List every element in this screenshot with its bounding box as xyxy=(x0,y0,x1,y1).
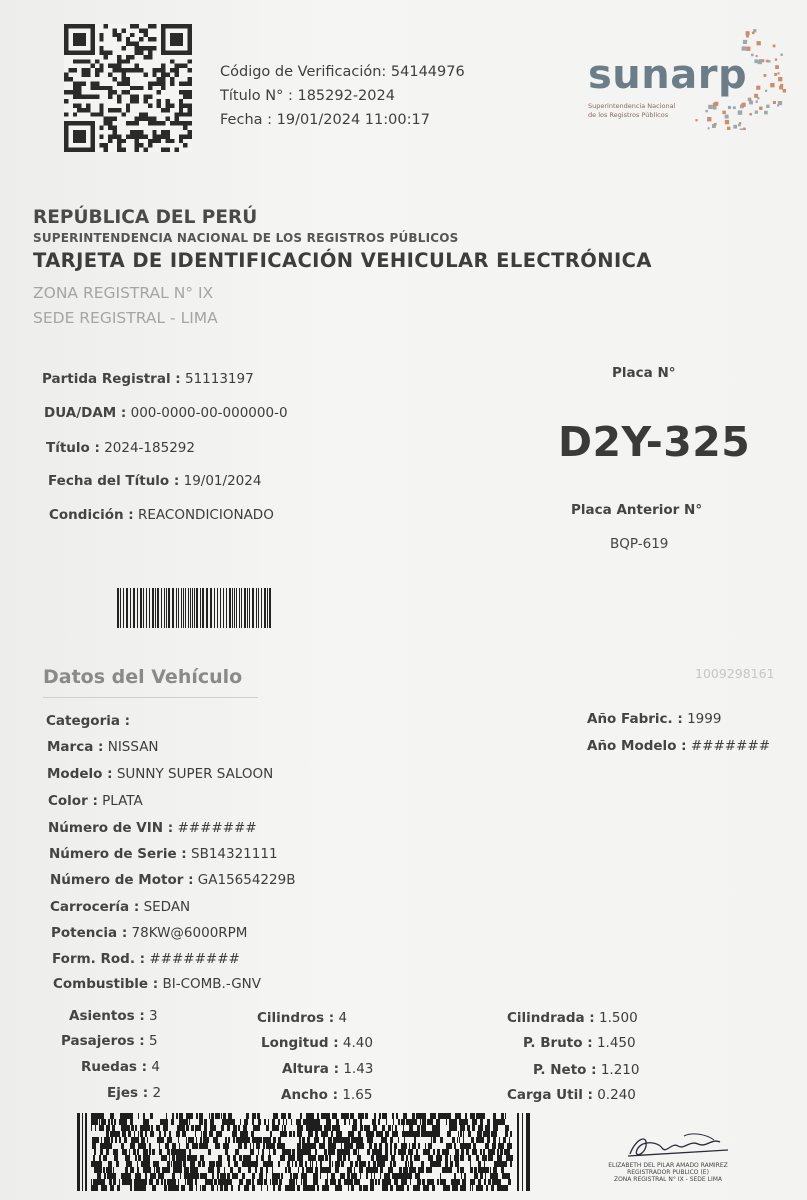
ruedas-value: 4 xyxy=(151,1059,160,1075)
pasajeros-value: 5 xyxy=(148,1033,158,1049)
pbruto-label: P. Bruto : xyxy=(523,1035,593,1051)
potencia-label: Potencia : xyxy=(51,925,128,941)
modelo-field xyxy=(47,766,273,782)
carroceria-label: Carrocería : xyxy=(50,899,140,915)
marca-label: Marca : xyxy=(47,739,104,755)
titulo-field xyxy=(46,440,195,456)
ruedas-label: Ruedas : xyxy=(81,1059,148,1075)
carga-value: 0.240 xyxy=(597,1087,636,1103)
carroceria-field xyxy=(50,899,190,915)
condicion-value: REACONDICIONADO xyxy=(138,507,274,523)
serie-label: Número de Serie : xyxy=(49,846,187,862)
logo-wordmark: sunarp xyxy=(588,52,748,98)
signature-icon xyxy=(588,1128,748,1164)
pneto-value: 1.210 xyxy=(600,1062,640,1078)
pasajeros-field xyxy=(61,1033,158,1049)
modelo-value: SUNNY SUPER SALOON xyxy=(116,766,274,782)
longitud-value: 4.40 xyxy=(342,1035,373,1051)
partida-value: 51113197 xyxy=(184,371,254,387)
combustible-value: BI-COMB.-GNV xyxy=(162,976,262,992)
cilindros-label: Cilindros : xyxy=(257,1010,335,1026)
partida-field xyxy=(42,371,254,387)
ejes-field xyxy=(107,1085,161,1101)
condicion-label: Condición : xyxy=(49,507,134,523)
ancho-value: 1.65 xyxy=(342,1087,373,1103)
motor-field xyxy=(50,872,295,888)
altura-value: 1.43 xyxy=(343,1061,374,1077)
vin-field xyxy=(48,820,257,836)
categoria-label: Categoria : xyxy=(46,713,131,729)
motor-value: GA15654229B xyxy=(197,872,296,888)
document-serial: 1009298161 xyxy=(695,666,775,681)
fecha-titulo-value: 19/01/2024 xyxy=(183,473,262,489)
pneto-label: P. Neto : xyxy=(533,1062,597,1078)
dua-value: 000-0000-00-000000-0 xyxy=(130,405,288,421)
fecha-titulo-label: Fecha del Título : xyxy=(48,473,180,489)
verification-code: Código de Verificación: 54144976 xyxy=(220,64,465,80)
anio-fabric-value: 1999 xyxy=(687,711,722,727)
altura-label: Altura : xyxy=(282,1061,340,1077)
verification-block xyxy=(220,60,465,132)
condicion-field xyxy=(49,507,274,523)
pasajeros-label: Pasajeros : xyxy=(61,1033,145,1049)
anio-modelo-value: ####### xyxy=(690,738,771,754)
card-title: TARJETA DE IDENTIFICACIÓN VEHICULAR ELECTRÓNICA xyxy=(33,249,652,272)
sunarp-logo xyxy=(582,10,794,130)
combustible-field xyxy=(53,976,261,992)
anio-modelo-label: Año Modelo : xyxy=(587,738,687,754)
ejes-value: 2 xyxy=(152,1085,162,1101)
modelo-label: Modelo : xyxy=(47,766,113,782)
plate-label: Placa N° xyxy=(612,365,676,381)
longitud-field xyxy=(261,1035,373,1051)
logo-subtitle-line1: Superintendencia Nacional xyxy=(588,102,676,110)
ancho-field xyxy=(281,1087,372,1103)
fecha-titulo-field xyxy=(48,473,261,489)
potencia-field xyxy=(51,925,247,941)
office-title: SEDE REGISTRAL - LIMA xyxy=(33,309,218,327)
plate-number: D2Y-325 xyxy=(558,418,751,466)
ruedas-field xyxy=(81,1059,160,1075)
color-field xyxy=(48,793,143,809)
motor-label: Número de Motor : xyxy=(50,872,194,888)
signature-caption xyxy=(588,1162,748,1183)
vin-label: Número de VIN : xyxy=(48,820,174,836)
altura-field xyxy=(282,1061,373,1077)
formrod-label: Form. Rod. : xyxy=(52,951,146,967)
formrod-value: ######## xyxy=(149,951,240,967)
categoria-field xyxy=(46,713,130,729)
carga-field xyxy=(507,1087,636,1103)
republic-title: REPÚBLICA DEL PERÚ xyxy=(33,207,258,228)
serie-field xyxy=(49,846,278,862)
formrod-field xyxy=(52,951,240,967)
potencia-value: 78KW@6000RPM xyxy=(131,925,248,941)
registrar-signature xyxy=(588,1128,748,1194)
pneto-field xyxy=(533,1062,639,1078)
serie-value: SB14321111 xyxy=(191,846,278,862)
vehicle-section-title: Datos del Vehículo xyxy=(43,666,243,688)
asientos-field xyxy=(69,1008,158,1024)
signature-zone: ZONA REGISTRAL N° IX - SEDE LIMA xyxy=(613,1176,723,1183)
marca-field xyxy=(47,739,159,755)
anio-fabric-label: Año Fabric. : xyxy=(587,711,683,727)
ejes-label: Ejes : xyxy=(107,1085,149,1101)
anio-modelo-field xyxy=(587,738,770,754)
pbruto-field xyxy=(523,1035,636,1051)
asientos-value: 3 xyxy=(149,1008,158,1024)
marca-value: NISSAN xyxy=(107,739,159,755)
zone-title: ZONA REGISTRAL N° IX xyxy=(33,284,214,302)
partida-label: Partida Registral : xyxy=(42,371,181,387)
logo-subtitle-line2: de los Registros Públicos xyxy=(588,111,669,119)
dua-field xyxy=(44,405,288,421)
cilindrada-value: 1.500 xyxy=(599,1010,638,1026)
logo-subtitle xyxy=(588,102,698,120)
carroceria-value: SEDAN xyxy=(143,899,191,915)
longitud-label: Longitud : xyxy=(261,1035,339,1051)
cilindros-value: 4 xyxy=(338,1010,348,1026)
pbruto-value: 1.450 xyxy=(596,1035,636,1051)
previous-plate-label: Placa Anterior N° xyxy=(571,502,703,518)
qr-code-icon xyxy=(64,24,192,152)
pdf417-barcode-icon xyxy=(77,1113,534,1191)
section-divider xyxy=(43,697,258,698)
combustible-label: Combustible : xyxy=(53,976,159,992)
signature-name: ELIZABETH DEL PILAR AMADO RAMIREZ xyxy=(608,1162,728,1169)
carga-label: Carga Util : xyxy=(507,1087,593,1103)
barcode-icon xyxy=(117,588,273,628)
previous-plate-value: BQP-619 xyxy=(610,536,669,552)
color-label: Color : xyxy=(48,793,98,809)
anio-fabric-field xyxy=(587,711,721,727)
cilindrada-label: Cilindrada : xyxy=(507,1010,595,1026)
header-date: Fecha : 19/01/2024 11:00:17 xyxy=(220,112,430,128)
header-title-number: Título N° : 185292-2024 xyxy=(220,88,395,104)
signature-role: REGISTRADOR PUBLICO (E) xyxy=(627,1169,709,1176)
cilindros-field xyxy=(257,1010,347,1026)
superintendency-title: SUPERINTENDENCIA NACIONAL DE LOS REGISTROS PÚBLICOS xyxy=(33,231,459,245)
cilindrada-field xyxy=(507,1010,638,1026)
color-value: PLATA xyxy=(102,793,143,809)
dua-label: DUA/DAM : xyxy=(44,405,127,421)
titulo-value: 2024-185292 xyxy=(104,440,195,456)
ancho-label: Ancho : xyxy=(281,1087,339,1103)
titulo-label: Título : xyxy=(46,440,100,456)
vin-value: ####### xyxy=(177,820,257,836)
asientos-label: Asientos : xyxy=(69,1008,145,1024)
